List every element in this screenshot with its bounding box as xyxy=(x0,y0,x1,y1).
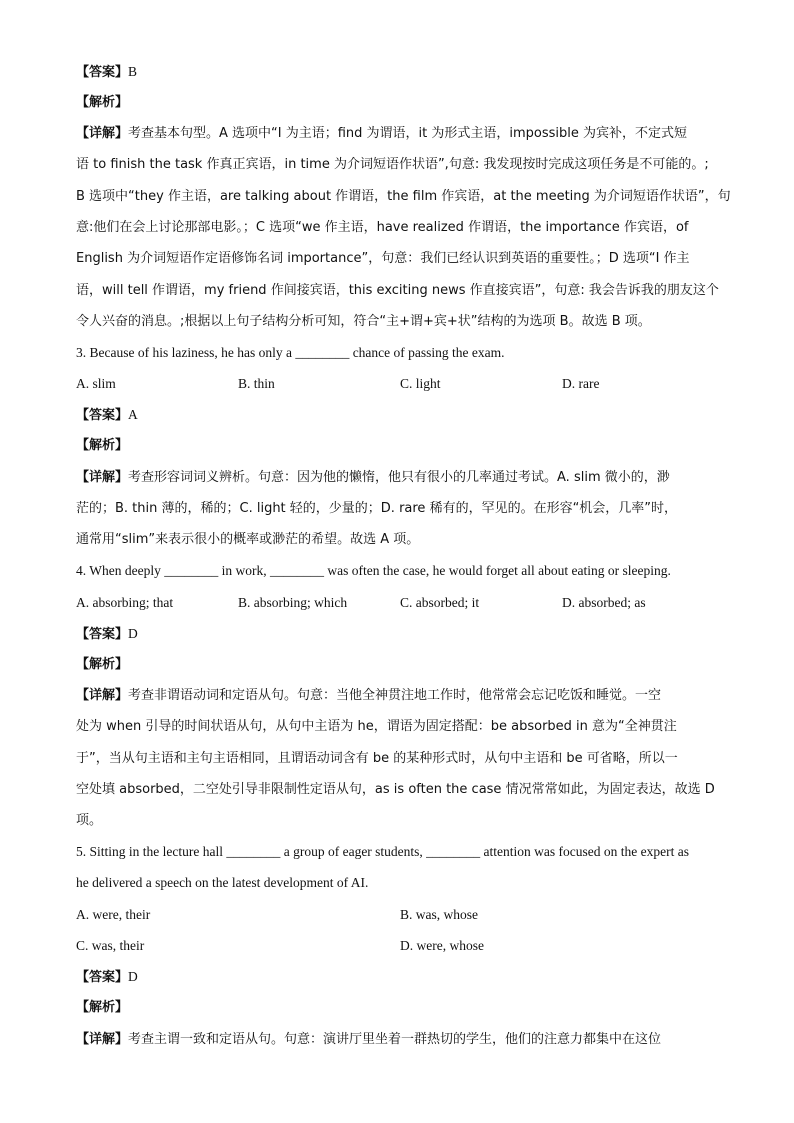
detail-text-line xyxy=(76,250,690,268)
detail-line xyxy=(76,1031,661,1049)
analysis-tag: 【解析】 xyxy=(76,657,129,672)
detail-tag: 【详解】 xyxy=(76,1032,129,1047)
q3-option-b: B. thin xyxy=(238,376,275,391)
detail-text-line xyxy=(76,812,102,830)
answer-value: A xyxy=(128,407,138,422)
answer-tag: 【答案】 xyxy=(76,65,129,80)
answer-value: D xyxy=(128,969,138,984)
text-span: B 选项中“they 作主语，are talking about 作谓语，the film 作宾语，at the meeting 为介词短语作状语”，句 xyxy=(76,189,731,204)
detail-text-line xyxy=(76,219,688,237)
analysis-line xyxy=(76,94,128,112)
detail-text-line xyxy=(76,282,719,300)
detail-text-line xyxy=(76,781,715,799)
text-span: 于”，当从句主语和主句主语相同，且谓语动词含有 be 的某种形式时，从句中主语和 be 可省略，所以一 xyxy=(76,751,678,766)
question-5 xyxy=(76,843,689,862)
analysis-line xyxy=(76,999,128,1017)
question-text: 5. Sitting in the lecture hall ________ a group of eager students, ________ attention was focused on the expert as xyxy=(76,844,689,859)
q4-option-b: B. absorbing; which xyxy=(238,595,348,610)
text-span: 语，will tell 作谓语，my friend 作间接宾语，this exciting news 作直接宾语”，句意: 我会告诉我的朋友这个 xyxy=(76,283,719,298)
analysis-tag: 【解析】 xyxy=(76,95,129,110)
detail-text: 考查非谓语动词和定语从句。句意：当他全神贯注地工作时，他常常会忘记吃饭和睡觉。一空 xyxy=(128,688,662,703)
question-5-cont xyxy=(76,874,368,893)
q3-option-c: C. light xyxy=(400,376,441,391)
q5-option-d: D. were, whose xyxy=(400,938,484,953)
answer-line xyxy=(76,968,138,987)
q5-option-c: C. was, their xyxy=(76,938,145,953)
q3-option-d: D. rare xyxy=(562,376,600,391)
detail-text-line xyxy=(76,531,419,549)
text-span: 空处填 absorbed，二空处引导非限制性定语从句，as is often the case 情况常常如此，为固定表达，故选 D xyxy=(76,782,715,797)
answer-value: D xyxy=(128,626,138,641)
q3-option-a: A. slim xyxy=(76,376,116,391)
analysis-line xyxy=(76,437,128,455)
answer-line xyxy=(76,63,137,82)
detail-text-line xyxy=(76,718,677,736)
analysis-tag: 【解析】 xyxy=(76,438,129,453)
detail-text: 考查主谓一致和定语从句。句意：演讲厅里坐着一群热切的学生，他们的注意力都集中在这位 xyxy=(128,1032,662,1047)
q5-option-a: A. were, their xyxy=(76,907,151,922)
detail-text-line xyxy=(76,156,709,174)
answer-value: B xyxy=(128,64,138,79)
question-text: he delivered a speech on the latest development of AI. xyxy=(76,875,369,890)
detail-line xyxy=(76,469,670,487)
q4-option-a: A. absorbing; that xyxy=(76,595,174,610)
detail-line xyxy=(76,687,661,705)
detail-tag: 【详解】 xyxy=(76,688,129,703)
detail-tag: 【详解】 xyxy=(76,126,129,141)
q4-option-c: C. absorbed; it xyxy=(400,595,480,610)
answer-line xyxy=(76,625,138,644)
q4-option-d: D. absorbed; as xyxy=(562,595,646,610)
answer-tag: 【答案】 xyxy=(76,408,129,423)
text-span: 语 to finish the task 作真正宾语，in time 为介词短语作状语”,句意: 我发现按时完成这项任务是不可能的。; xyxy=(76,157,709,172)
answer-tag: 【答案】 xyxy=(76,970,129,985)
question-3 xyxy=(76,344,505,363)
text-span: 项。 xyxy=(76,813,103,828)
text-span: 处为 when 引导的时间状语从句，从句中主语为 he，谓语为固定搭配：be absorbed in 意为“全神贯注 xyxy=(76,719,677,734)
answer-line xyxy=(76,406,138,425)
detail-text-line xyxy=(76,313,651,331)
question-text: 4. When deeply ________ in work, ________ was often the case, he would forget all about eating or sleeping. xyxy=(76,563,671,578)
text-span: 通常用“slim”来表示很小的概率或渺茫的希望。故选 A 项。 xyxy=(76,532,420,547)
detail-tag: 【详解】 xyxy=(76,470,129,485)
answer-tag: 【答案】 xyxy=(76,627,129,642)
analysis-tag: 【解析】 xyxy=(76,1000,129,1015)
detail-text: 考查基本句型。A 选项中“I 为主语；find 为谓语，it 为形式主语，impossible 为宾补，不定式短 xyxy=(128,126,688,141)
question-4 xyxy=(76,562,671,581)
text-span: 茫的；B. thin 薄的，稀的；C. light 轻的，少量的；D. rare 稀有的，罕见的。在形容“机会，几率”时， xyxy=(76,501,678,516)
detail-text-line xyxy=(76,500,677,518)
analysis-line xyxy=(76,656,128,674)
detail-text-line xyxy=(76,188,731,206)
question-text: 3. Because of his laziness, he has only a ________ chance of passing the exam. xyxy=(76,345,505,360)
q5-option-b: B. was, whose xyxy=(400,907,478,922)
detail-line xyxy=(76,125,687,143)
detail-text-line xyxy=(76,750,678,768)
text-span: English 为介词短语作定语修饰名词 importance”，句意：我们已经认识到英语的重要性。；D 选项“I 作主 xyxy=(76,251,690,266)
text-span: 意:他们在会上讨论那部电影。；C 选项“we 作主语，have realized 作谓语，the importance 作宾语，of xyxy=(76,220,689,235)
text-span: 令人兴奋的消息。;根据以上句子结构分析可知，符合“主+谓+宾+状”结构的为选项 B。故选 B 项。 xyxy=(76,314,651,329)
detail-text: 考查形容词词义辨析。句意：因为他的懒惰，他只有很小的几率通过考试。A. slim 微小的，渺 xyxy=(128,470,670,485)
